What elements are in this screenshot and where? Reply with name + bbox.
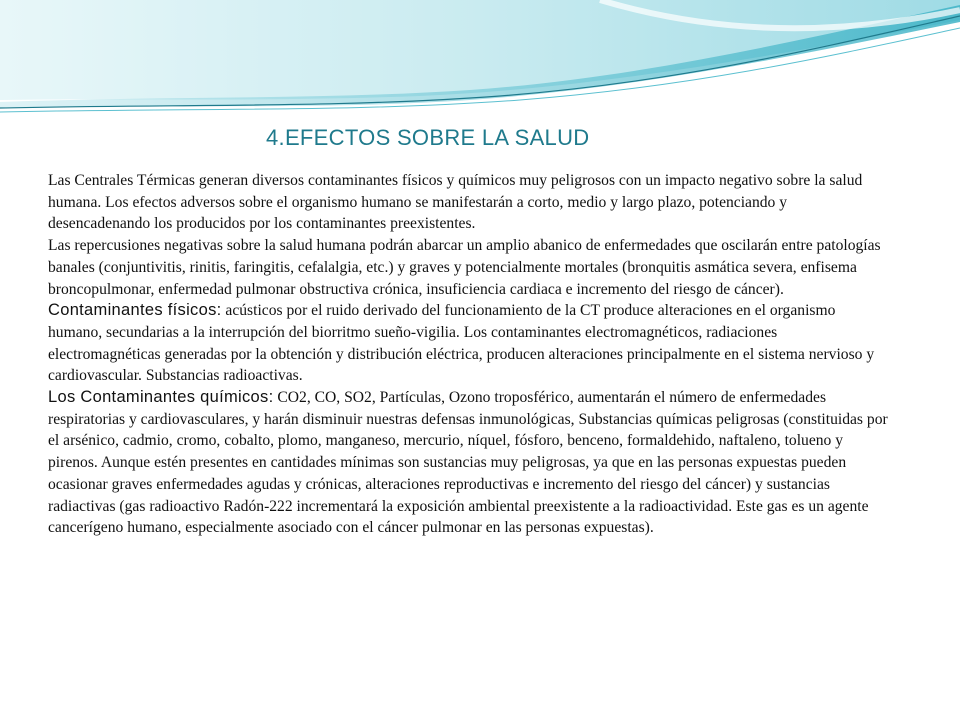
physical-contaminants-text: acústicos por el ruido derivado del funcionamiento de la CT produce alteraciones en el organismo humano, secundarias a la interrupción del biorritmo sueño-vigilia. Los contaminantes electromagnéticos, radiaciones electromagnéticas generadas por la obtención y distribución eléctrica, producen alteraciones principalmente en el sistema nervioso y cardiovascular. Substancias radioactivas. <box>48 302 875 385</box>
intro-paragraph: Las Centrales Térmicas generan diversos contaminantes físicos y químicos muy peligrosos con un impacto negativo sobre la salud humana. Los efectos adversos sobre el organismo humano se manifestarán a corto, medio y largo plazo, potenciando y desencadenando los producidos por los contaminantes preexistentes. <box>48 172 863 233</box>
physical-contaminants-paragraph <box>48 300 893 387</box>
chemical-contaminants-heading: Los Contaminantes químicos: <box>48 388 274 407</box>
chemical-contaminants-text: CO2, CO, SO2, Partículas, Ozono troposférico, aumentarán el número de enfermedades respiratorias y cardiovasculares, y harán disminuir nuestras defensas inmunológicas, Substancias químicas peligrosas (constituidas por el arsénico, cadmio, cromo, cobalto, plomo, manganeso, mercurio, níquel, fósforo, benceno, formaldehido, naftaleno, tolueno y pirenos. Aunque estén presentes en cantidades mínimas son sustancias muy peligrosas, ya que en las personas expuestas pueden ocasionar graves enfermedades agudas y crónicas, alteraciones reproductivas e incremento del riesgo del cáncer) y sustancias radiactivas (gas radioactivo Radón-222 incrementará la exposición ambiental preexistente a la radioactividad. Este gas es un agente cancerígeno humano, especialmente asociado con el cáncer pulmonar en las personas expuestas). <box>48 389 888 537</box>
slide-title: 4.EFECTOS SOBRE LA SALUD <box>266 125 590 150</box>
physical-contaminants-heading: Contaminantes físicos: <box>48 301 222 320</box>
health-impact-paragraph: Las repercusiones negativas sobre la salud humana podrán abarcar un amplio abanico de enfermedades que oscilarán entre patologías banales (conjuntivitis, rinitis, faringitis, cefalalgia, etc.) y graves y potencialmente mortales (bronquitis asmática severa, enfisema broncopulmonar, enfermedad pulmonar obstructiva crónica, insuficiencia cardiaca e incremento del riesgo de cáncer). <box>48 237 881 298</box>
chemical-contaminants-paragraph <box>48 387 893 539</box>
slide-body <box>48 170 893 539</box>
header-wave-decoration <box>0 0 960 120</box>
